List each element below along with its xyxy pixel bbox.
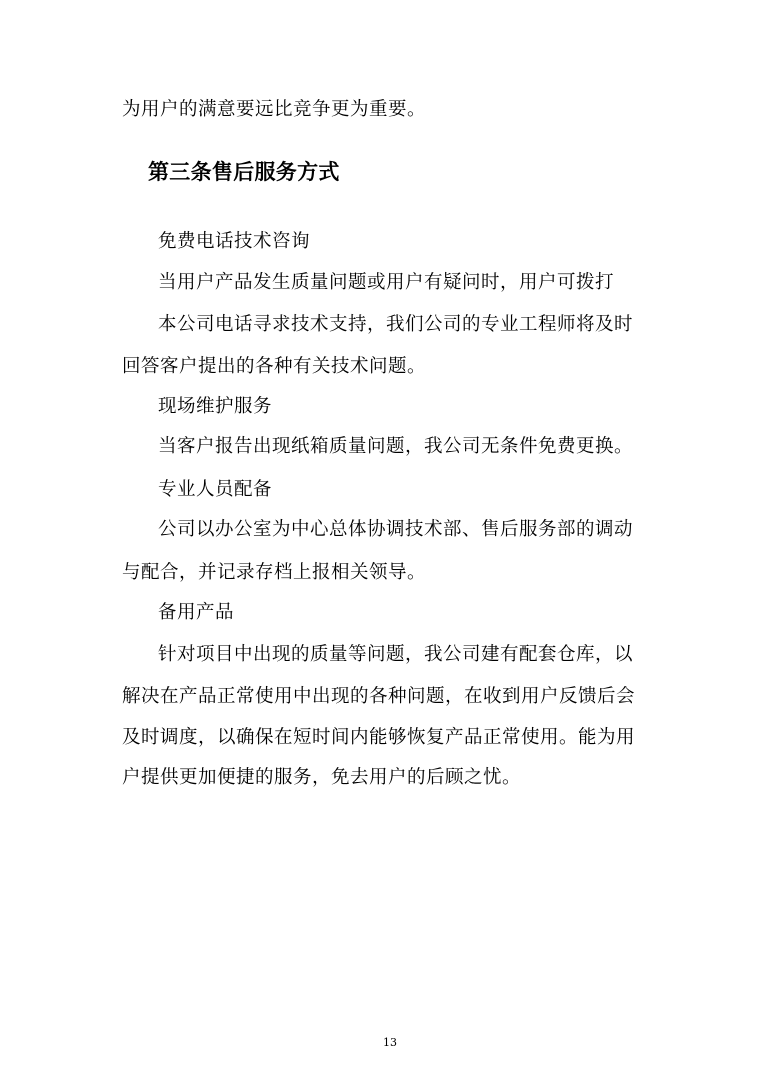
section-heading: 第三条售后服务方式 — [148, 159, 340, 184]
paragraph-line: 当客户报告出现纸箱质量问题，我公司无条件免费更换。 — [158, 436, 634, 457]
item-title-phone-support: 免费电话技术咨询 — [158, 231, 311, 252]
paragraph-line: 解决在产品正常使用中出现的各种问题，在收到用户反馈后会 — [122, 686, 636, 707]
continuation-line: 为用户的满意要远比竞争更为重要。 — [122, 99, 427, 120]
paragraph-line: 及时调度，以确保在短时间内能够恢复产品正常使用。能为用 — [122, 727, 636, 748]
paragraph-line: 当用户产品发生质量问题或用户有疑问时，用户可拨打 — [158, 272, 615, 293]
paragraph-line: 与配合，并记录存档上报相关领导。 — [122, 562, 427, 583]
paragraph-line: 公司以办公室为中心总体协调技术部、售后服务部的调动 — [158, 519, 634, 540]
item-title-onsite-service: 现场维护服务 — [158, 396, 273, 417]
paragraph-line: 针对项目中出现的质量等问题，我公司建有配套仓库，以 — [158, 644, 634, 665]
paragraph-line: 户提供更加便捷的服务，免去用户的后顾之忧。 — [122, 767, 522, 788]
paragraph-line: 回答客户提出的各种有关技术问题。 — [122, 356, 427, 377]
item-title-staffing: 专业人员配备 — [158, 479, 273, 500]
item-title-spare-products: 备用产品 — [158, 602, 235, 623]
page-number: 13 — [383, 1036, 397, 1049]
paragraph-line: 本公司电话寻求技术支持，我们公司的专业工程师将及时 — [158, 314, 634, 335]
